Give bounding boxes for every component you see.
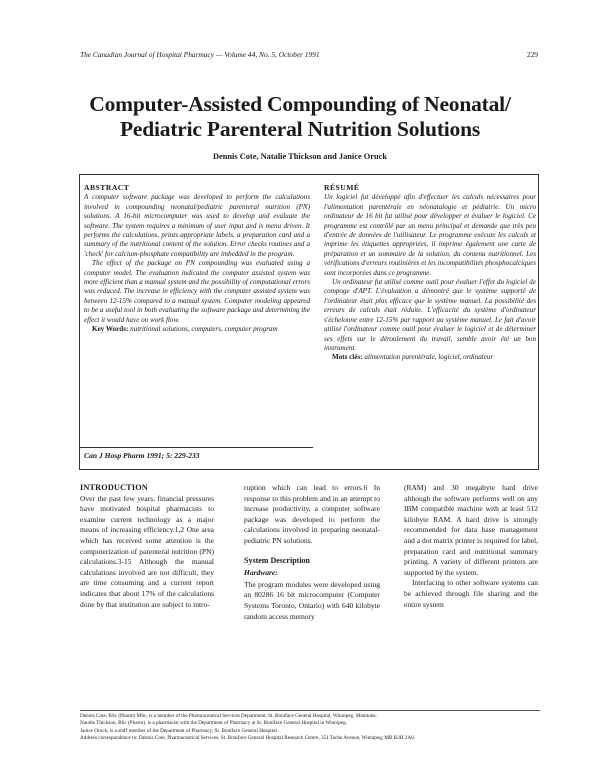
footnote-cote: Dennis Cote, BSc (Pharm) MSc, is a member of the Pharmaceutical Services Department, St. Boniface General Hospital, Winnipeg, Manitoba.: [80, 713, 377, 719]
introduction-paragraph: Over the past few years, financial pressures have motivated hospital pharmacists to examine current technology as a major means of increasing efficiency.1,2 One area which has received some attention is the computerization of parenteral nutrition (PN) calculations.3-15 Although the manual calculations involved are not difficult, they are time consuming and a current report indicates that about 17% of the calculations done by that institution are subject to intro-: [80, 493, 214, 609]
running-head: [80, 50, 538, 60]
mots-cles-text: alimentation parentérale, logiciel, ordinateur: [364, 353, 494, 362]
article-title: Computer-Assisted Compounding of Neonatal/ Pediatric Parenteral Nutrition Solutions: [89, 92, 511, 141]
footnote-thickson: Natalie Thickson, BSc (Pharm), is a pharmacist with the Department of Pharmacy at St. Boniface General Hospital in Winnipeg.: [80, 720, 347, 727]
body-column-3: [404, 483, 538, 610]
introduction-continued: ruption which can lead to errors.6 In response to this problem and in an attempt to increase productivity, a computer software package was developed to perform the calculations involved in preparing neonatal-pediatric PN solutions.: [244, 483, 380, 545]
keywords-label: Key Words:: [92, 325, 129, 334]
footnote-correspondence: Address correspondence to: Dennis Cote, Pharmaceutical Services, St. Boniface General Hospital Research Centre, 351 Tache Avenue, Winnipeg, MB R2H 2A6.: [80, 734, 416, 741]
resume-paragraph-2: Un ordinateur fut utilisé comme outil pour évaluer l'effet du logiciel de compoge d'APT. L'évaluation a démontré que le système supporté de l'ordinateur était plus efficace que le système manuel. La possibilité des erreurs de calculs était réduite. L'efficacité du système d'ordinateur s'échelonne entre 12-15% par rapport au système manuel. Le fait d'avoir utilisé l'ordinateur comme outil pour évaluer le logiciel et de déterminer ses effets sur le déroulement du travail, semble avoir été un bon instrument.: [324, 278, 536, 352]
abstract-keywords: [84, 325, 310, 334]
journal-citation-line: Can J Hosp Pharm 1991; 5: 229-233: [84, 451, 200, 460]
introduction-heading: INTRODUCTION: [80, 483, 148, 492]
hardware-heading: Hardware:: [244, 568, 278, 578]
resume-paragraph-1: Un logiciel fut développé afin d'effectuer les calculs nécessaires pour l'alimentation parentérale en néonatalogie et pédiatrie. Un micro ordinateur de 16 bit fut utilisé pour développer et évaluer le logiciel. Ce programme est contrôlé par un menu principal et demande que très peu d'entrée de données de l'utilisateur. Le programme exécute les calculs et imprime les étiquettes appropriées, il imprime également une carte de préparation et un sommaire de la solution, du contenu nutritionnel. Les vérifications d'erreurs routinières et les incompatibilités phosphocalciques sont incorporées dans ce programme.: [324, 193, 536, 277]
journal-citation: The Canadian Journal of Hospital Pharmacy — Volume 44, No. 5, October 1991: [80, 50, 320, 59]
resume-keywords: [324, 353, 536, 362]
resume-heading: RÉSUMÉ: [324, 183, 360, 192]
abstract-box: [79, 174, 539, 470]
footnote-oruck: Janice Oruck, is a staff member of the Department of Pharmacy, St. Boniface General Hospital.: [80, 727, 279, 734]
abstract-french: [324, 183, 536, 363]
hardware-paragraph: The program modules were developed using an 80286 16 bit microcomputer (Computer Systems Toronto, Ontario) with 640 kilobyte random access memory: [244, 579, 380, 621]
article-authors: Dennis Cote, Natalie Thickson and Janice Oruck: [212, 152, 388, 161]
body-column-2: [244, 483, 380, 622]
mots-cles-label: Mots clés:: [332, 353, 363, 362]
system-description-heading: System Description: [244, 555, 310, 565]
hardware-continued: (RAM) and 30 megabyte hard drive although the software performs well on any IBM compatible machine with at least 512 kilobyte RAM. A hard drive is strongly recommended for data base management and a dot matrix printer is required for label, preparation card and nutritional summary printing. A variety of different printers are supported by the system.: [404, 483, 538, 577]
page-number: 229: [526, 50, 538, 59]
footnote-divider: [80, 710, 540, 711]
citation-divider: [80, 447, 313, 448]
body-column-1: [80, 483, 214, 610]
author-footnotes: [80, 713, 540, 742]
keywords-text: nutritional solutions, computers, computer program: [130, 325, 278, 334]
abstract-english: [84, 183, 310, 335]
abstract-paragraph-1: A computer software package was developed to perform the calculations involved in compounding neonatal/pediatric parenteral nutrition (PN) solutions. A 16-bit microcomputer was used to develop and evaluate the software. The system requires a minimum of user input and is menu driven. It performs the calculations, prints appropriate labels, a preparation card and a summary of the nutritional content of the solution. Error checks routines and a 'check' for calcium-phosphate compatibility are imbedded in the program.: [84, 193, 310, 258]
abstract-paragraph-2: The effect of the package on PN compounding was evaluated using a computer model. The evaluation indicated the computer assisted system was more efficient than a manual system and the possibility of computational errors was reduced. The increase in efficiency with the computer assisted system was between 12-15% compared to a manual system. Computer modeling appeared to be a useful tool in both evaluating the software package and determining the effect it would have on work flow.: [84, 259, 310, 324]
interfacing-paragraph: Interfacing to other software systems can be achieved through file sharing and the entire system: [404, 578, 538, 609]
abstract-heading: ABSTRACT: [84, 183, 130, 192]
